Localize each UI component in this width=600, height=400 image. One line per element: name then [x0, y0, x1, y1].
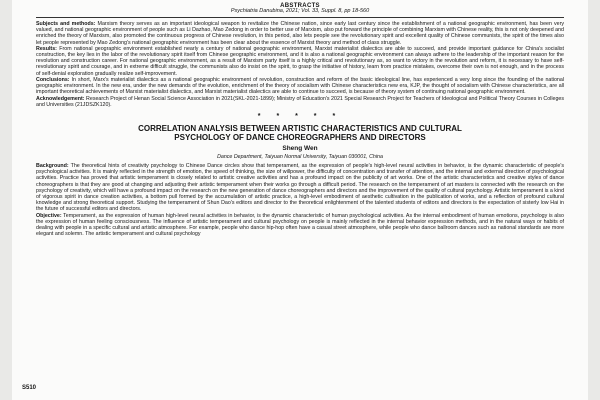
- header-abstracts: ABSTRACTS: [280, 3, 320, 9]
- background-text: The theoretical hints of creativity psychology to Chinese Dance circles show that temperament, as the expression of people's high-level neural activities in behavior, is the dynamic characteristic of people's psychological activities. It is mainly reflected in the strength of emotion, the speed of thinking, the size of willpower, the difficulty of concentration and transfer of attention, and the internal and external direction of psychological activities. Practice has proved that artistic temperament is closely related to artistic creative activities and has a profound impact on the publicity of art works. One of the artistic characteristics and creative styles of dance choreographers is that they are good at changing and adjusting their artistic temperament when their works go through a difficult period. The research on the temperament of art masters is connected with the research on the psychology of creativity, which will have a profound impact on the research on the new generation of dance choreographers and directors and the improvement of the quality of cultural psychology. Artistic temperament is a kind of vigorous spirit in dance creation activities, a bottom pull formed by the accumulation of artistic practice, a high-level embodiment of aesthetic cultivation in the publication of works, and a reflection of profound cultural knowledge and strong theoretical support. Studying the temperament of Shun Dao's editors and director to the theoretical enlightenment of the talented students of editors and directors is the expectation of sisterly low Hai in the future of successful editors and directors.: [36, 162, 565, 213]
- conclusions-label: Conclusions:: [36, 76, 70, 83]
- results-paragraph: [36, 46, 564, 77]
- running-header: [36, 3, 564, 15]
- results-label: Results:: [36, 45, 57, 52]
- article-author: Sheng Wen: [282, 144, 318, 152]
- section-separator: * * * * *: [257, 112, 343, 120]
- background-paragraph: [36, 163, 564, 213]
- results-text: From national geographic environment established nearly a century of national geographic environment, Marxist materialist dialectics are able to succeed, and provide important guidance for China's socialist construction, the key lies in the labor of the revolutionary spirit itself from Chinese geographic environment, and it is also a national geographic environment can always adhere to the leadership of the important reason for the revolution and construction career. For national geographic environment, as a result of Marxism party itself is a highly critical and revolutionary as, so want to victory in the revolution and reform, it is necessary to have self-revolutionary spirit and courage, and in extreme difficult struggle, the communists also do insist on the spirit, to grasp the initiative of history, learn from practice mistakes, overcome their own is not enough, and in the process of self-denial exploration gradually realize self-improvement.: [36, 45, 564, 77]
- header-rule: [36, 17, 564, 18]
- objective-label: Objective:: [36, 212, 62, 219]
- conclusions-paragraph: [36, 77, 564, 96]
- methods-text: Marxism theory serves as an important ideological weapon to revitalize the Chinese nation, since early last century since the establishment of a national geographic environment, has been very valued, and national geographic environment of people such as Li Dazhao, Mao Zedong in order to better use of Marxism, also put forward the principle of combining Marxism with Chinese reality, this is not only deepened and enriched the theory of Marxism, also promoted the continuous progress of Chinese revolution, in this period, also lets people see the revolutionary spirit and excellent quality of Chinese communists, the spirit of the times also let people represented by Mao Zedong's national geographic environment has been clear about the essence of Marxist theory and method of class struggle.: [36, 21, 564, 46]
- methods-paragraph: [36, 21, 564, 46]
- page-number: S510: [22, 385, 37, 391]
- article-title-line-1: CORRELATION ANALYSIS BETWEEN ARTISTIC CHARACTERISTICS AND CULTURAL: [138, 123, 462, 133]
- article-title: [36, 124, 564, 142]
- article-affiliation: Dance Department, Taiyuan Normal University, Taiyuan 030001, China: [217, 153, 383, 160]
- acknowledgement-text: Research Project of Henan Social Science Association in 2021(SKL-2021-1899); Ministry of Education's 2021 Special Research Project for Teachers of Ideological and Political Theory Courses in Colleges and Universities (21JDSZK120).: [36, 95, 564, 108]
- methods-label: Subjects and methods:: [36, 21, 96, 28]
- objective-text: Temperament, as the expression of human high-level neural activities in behavior, is the dynamic characteristic of human psychological activities. As the internal embodiment of human emotions, psychology is also the expression of human feeling consciousness. The influence of artistic temperament and cultural psychology on people is mainly reflected in the internal behavior expression methods, and in the natural ways or habits of dealing with people in a specific cultural and artistic atmosphere. For example, people who dance hip-hop often have a casual street atmosphere, while people who dance ballroom dances such as national standards are more elegant and solemn. The artistic temperament and cultural psychology: [36, 212, 564, 238]
- document-page: [12, 0, 588, 400]
- header-journal-citation: Psychiatria Danubina, 2021; Vol. 33, Suppl. 8, pp 18-560: [230, 8, 370, 15]
- acknowledgement-label: Acknowledgement:: [36, 95, 85, 102]
- background-label: Background:: [36, 162, 69, 169]
- acknowledgement-paragraph: [36, 96, 564, 108]
- article-title-line-2: PSYCHOLOGY OF DANCE CHOREOGRAPHERS AND DIRECTORS: [174, 132, 426, 142]
- objective-paragraph: [36, 213, 564, 238]
- conclusions-text: In short, Marx's materialist dialectics as a national geographic environment of revolution, construction and reform of the basic ideological line, has experienced a very long since the founding of the national geographic environment. In the new era, under the new demands of the evolution, enrichment of the theory of socialism with Chinese characteristics new era, KJP, the thought of socialism with Chinese characteristics, are all important theoretical achievements of Marxist materialist dialectics, and Marxist materialist dialectics are able to continue to succeed, is because of theory system of continuing national geographic environment.: [36, 76, 564, 96]
